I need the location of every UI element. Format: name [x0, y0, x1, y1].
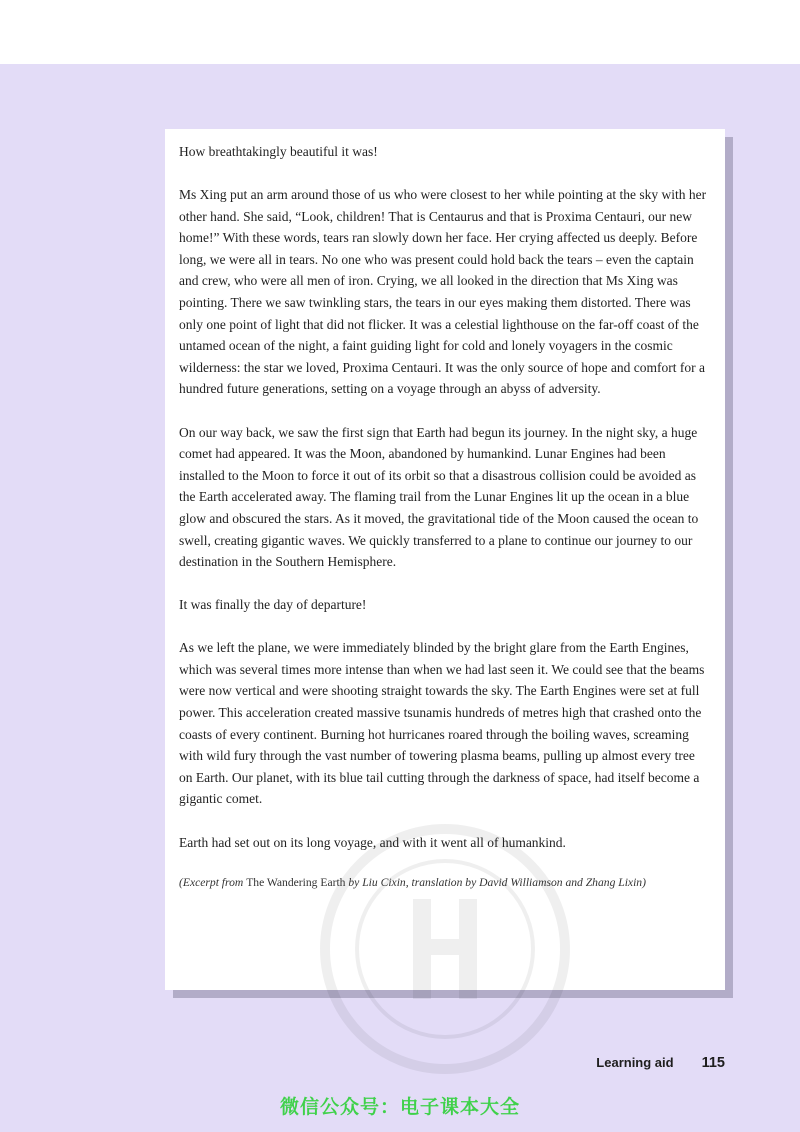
page-footer [596, 1055, 725, 1071]
citation-prefix: (Excerpt from [179, 875, 247, 889]
paragraph-2: Ms Xing put an arm around those of us who were closest to her while pointing at the sky with her other hand. She said, “Look, children! That is Centaurus and that is Proxima Centauri, our new home!” With these words, tears ran slowly down her face. Her crying affected us deeply. Before long, we were all in tears. No one who was present could hold back the tears – even the captain and crew, who were all men of iron. Crying, we all looked in the direction that Ms Xing was pointing. There we saw twinkling stars, the tears in our eyes making them distorted. There was only one point of light that did not flicker. It was a celestial lighthouse on the far-off coast of the untamed ocean of the night, a faint guiding light for cold and lonely voyagers in the cosmic wilderness: the star we loved, Proxima Centauri. It was the only source of hope and comfort for a hundred future generations, setting on a voyage through an abyss of adversity. [179, 187, 707, 397]
paragraph-5: As we left the plane, we were immediately blinded by the bright glare from the Earth Engines, which was several times more intense than when we had last seen it. We could see that the beams were now vertical and were shooting straight towards the sky. The Earth Engines were set at full power. This acceleration created massive tsunamis hundreds of metres high that crashed onto the coasts of every continent. Burning hot hurricanes roared through the boiling waves, screaming with wild fury through the vast number of towering plasma beams, pulling up almost every tree on Earth. Our planet, with its blue tail cutting through the darkness of space, had itself become a gigantic comet. [179, 640, 705, 807]
source-citation [179, 875, 711, 891]
citation-title: The Wandering Earth [246, 875, 346, 889]
text-card [165, 129, 725, 990]
paragraph-3: On our way back, we saw the first sign that Earth had begun its journey. In the night sky, a huge comet had appeared. It was the Moon, abandoned by humankind. Lunar Engines had been installed to the Moon to force it out of its orbit so that a disastrous collision could be avoided as the Earth accelerated away. The flaming trail from the Lunar Engines lit up the ocean in a blue glow and obscured the stars. As it moved, the gravitational tide of the Moon caused the ocean to swell, creating gigantic waves. We quickly transferred to a plane to continue our journey to our destination in the Southern Hemisphere. [179, 424, 699, 570]
paragraph-6: Earth had set out on its long voyage, and with it went all of humankind. [179, 834, 566, 850]
wechat-banner: 微信公众号：电子课本大全 [279, 1096, 520, 1118]
paragraph-4: It was finally the day of departure! [179, 597, 367, 613]
citation-suffix: by Liu Cixin, translation by David Williamson and Zhang Lixin) [345, 875, 646, 889]
page-number: 115 [701, 1055, 725, 1071]
paragraph-1: How breathtakingly beautiful it was! [179, 144, 378, 159]
section-label: Learning aid [596, 1055, 674, 1070]
publisher-seal-watermark [315, 819, 575, 1079]
